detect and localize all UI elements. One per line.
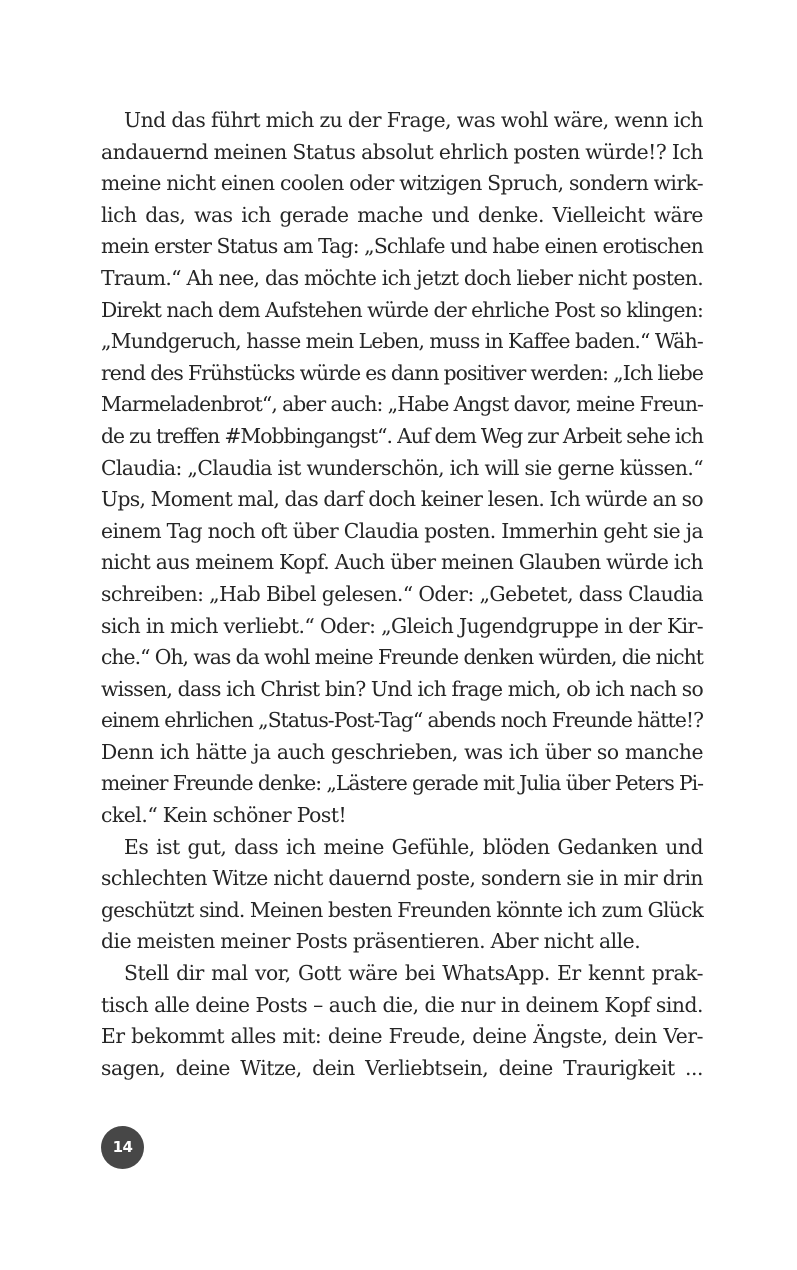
- text-line: die meisten meiner Posts präsentieren. Aber nicht alle.: [101, 929, 641, 954]
- text-line: mein erster Status am Tag: „Schlafe und habe einen erotischen: [101, 234, 703, 259]
- text-line: wissen, dass ich Christ bin? Und ich frage mich, ob ich nach so: [101, 676, 703, 701]
- text-line: schreiben: „Hab Bibel gelesen.“ Oder: „Gebetet, dass Claudia: [101, 581, 703, 606]
- body-text: [101, 105, 703, 1084]
- text-line: nicht aus meinem Kopf. Auch über meinen Glauben würde ich: [101, 550, 703, 575]
- text-line: Direkt nach dem Aufstehen würde der ehrliche Post so klingen:: [101, 297, 703, 322]
- text-line: meine nicht einen coolen oder witzigen Spruch, sondern wirk-: [101, 171, 703, 196]
- text-line: de zu treffen #Mobbingangst“. Auf dem Weg zur Arbeit sehe ich: [101, 423, 703, 448]
- text-line: geschützt sind. Meinen besten Freunden könnte ich zum Glück: [101, 897, 703, 922]
- text-line: che.“ Oh, was da wohl meine Freunde denken würden, die nicht: [101, 645, 703, 670]
- paragraph: [101, 105, 703, 832]
- text-line: lich das, was ich gerade mache und denke. Vielleicht wäre: [101, 202, 703, 227]
- text-line: tisch alle deine Posts – auch die, die nur in deinem Kopf sind.: [101, 992, 703, 1017]
- text-line: schlechten Witze nicht dauernd poste, sondern sie in mir drin: [101, 866, 703, 891]
- text-line: Er bekommt alles mit: deine Freude, deine Ängste, dein Ver-: [101, 1024, 703, 1049]
- text-line: Ups, Moment mal, das darf doch keiner lesen. Ich würde an so: [101, 487, 703, 512]
- text-line: Traum.“ Ah nee, das möchte ich jetzt doch lieber nicht posten.: [101, 265, 703, 290]
- text-line: „Mundgeruch, hasse mein Leben, muss in Kaffee baden.“ Wäh-: [101, 329, 703, 354]
- text-line: Und das führt mich zu der Frage, was wohl wäre, wenn ich: [124, 108, 703, 132]
- text-line: Stell dir mal vor, Gott wäre bei WhatsApp. Er kennt prak-: [124, 961, 703, 986]
- paragraph: [101, 958, 703, 1084]
- text-line: sich in mich verliebt.“ Oder: „Gleich Jugendgruppe in der Kir-: [101, 613, 703, 638]
- text-line: andauernd meinen Status absolut ehrlich posten würde!? Ich: [101, 139, 703, 164]
- text-line: sagen, deine Witze, dein Verliebtsein, deine Traurigkeit ...: [101, 1055, 703, 1080]
- text-line: Es ist gut, dass ich meine Gefühle, blöden Gedanken und: [124, 834, 703, 859]
- text-line: einem ehrlichen „Status-Post-Tag“ abends noch Freunde hätte!?: [101, 708, 703, 733]
- text-line: rend des Frühstücks würde es dann positiver werden: „Ich liebe: [101, 360, 703, 385]
- paragraph: [101, 832, 703, 958]
- text-line: Denn ich hätte ja auch geschrieben, was ich über so manche: [101, 739, 703, 764]
- text-line: einem Tag noch oft über Claudia posten. Immerhin geht sie ja: [101, 518, 703, 543]
- text-line: Claudia: „Claudia ist wunderschön, ich will sie gerne küssen.“: [101, 455, 703, 480]
- page-number-badge: 14: [101, 1126, 144, 1169]
- text-line: ckel.“ Kein schöner Post!: [101, 803, 347, 828]
- text-line: Marmeladenbrot“, aber auch: „Habe Angst davor, meine Freun-: [101, 392, 703, 417]
- text-line: meiner Freunde denke: „Lästere gerade mit Julia über Peters Pi-: [101, 771, 703, 796]
